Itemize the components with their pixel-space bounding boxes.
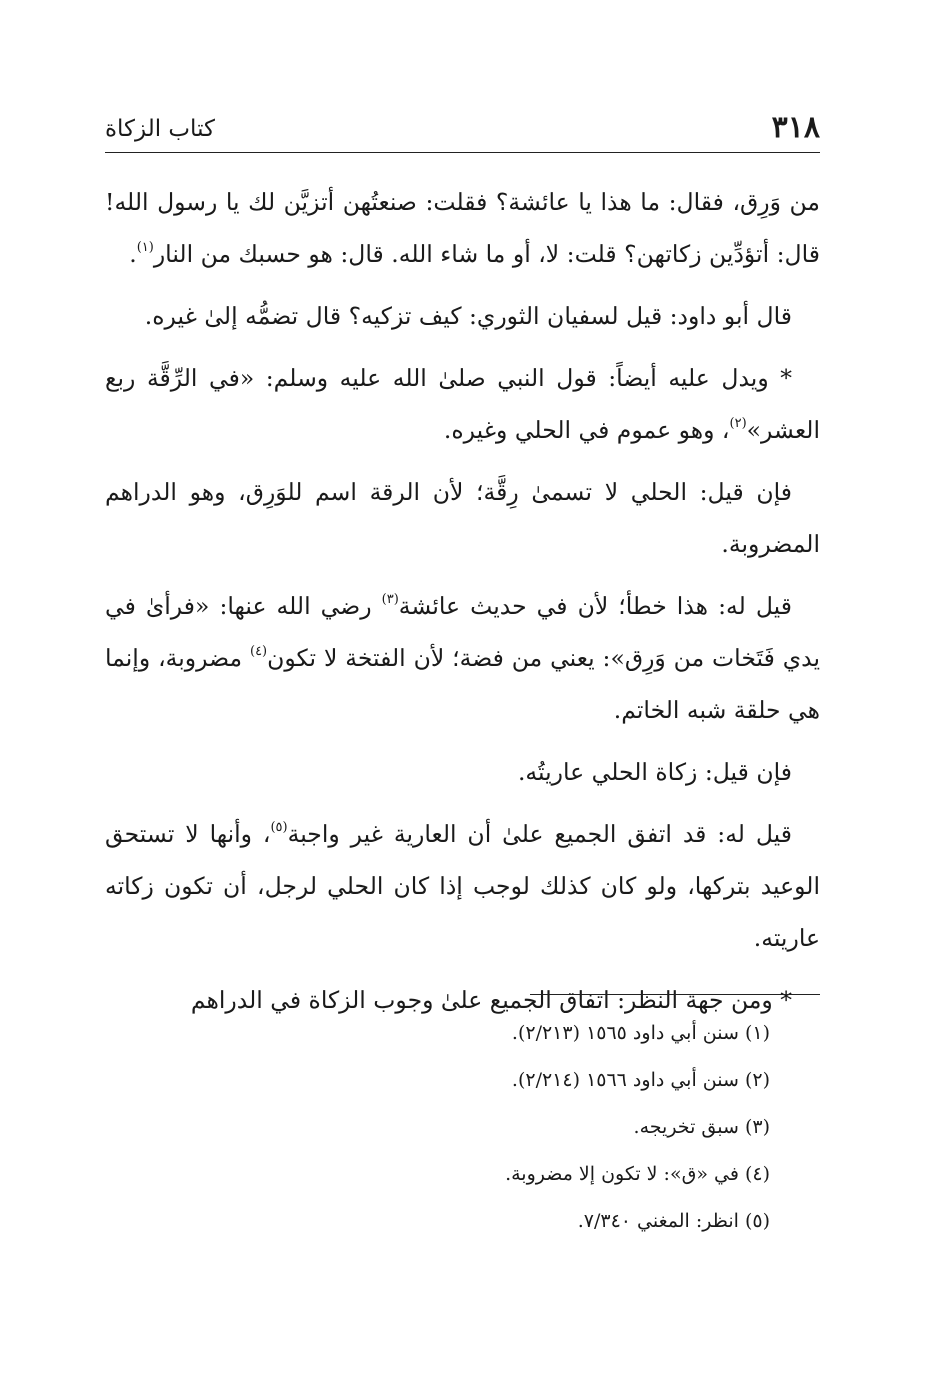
paragraph-text: فإن قيل: الحلي لا تسمىٰ رِقَّة؛ لأن الرقة اسم للوَرِق، وهو الدراهم المضروبة.: [105, 478, 820, 558]
running-title: كتاب الزكاة: [105, 116, 215, 142]
footnote-4: (٤) في «ق»: لا تكون إلا مضروبة.: [505, 1163, 770, 1185]
paragraph-text: قيل له: هذا خطأ؛ لأن في حديث عائشة: [398, 592, 792, 620]
paragraph-4: [105, 466, 820, 570]
paragraph-text: قال أبو داود: قيل لسفيان الثوري: كيف تزكيه؟ قال تضمُّه إلىٰ غيره.: [144, 302, 792, 330]
footnote-1: (١) سنن أبي داود ١٥٦٥ (٢/٢١٣).: [511, 1022, 770, 1044]
paragraph-tail: ، وهو عموم في الحلي وغيره.: [443, 416, 730, 444]
page-number: ٣١٨: [771, 110, 820, 145]
paragraph-tail: .: [129, 240, 137, 268]
paragraph-text: * ومن جهة النظر: اتفاق الجميع علىٰ وجوب الزكاة في الدراهم: [190, 986, 792, 1014]
footnote-ref-3: (٣): [381, 592, 399, 607]
footnote-5: (٥) انظر: المغني ٧/٣٤٠.: [577, 1210, 770, 1232]
paragraph-text: * ويدل عليه أيضاً: قول النبي صلىٰ الله عليه وسلم: «في الرِّقَّة ربع العشر»: [105, 364, 820, 444]
paragraph-2: [105, 290, 820, 342]
paragraph-text: من وَرِق، فقال: ما هذا يا عائشة؟ فقلت: صنعتُهن أتزيَّن لك يا رسول الله! قال: أتؤدِّين زكاتهن؟ قلت: لا، أو ما شاء الله. قال: هو حسبك من النار: [105, 188, 820, 268]
footnote-ref-1: (١): [136, 240, 154, 255]
footnote-ref-5: (٥): [270, 820, 288, 835]
footnotes: [105, 1010, 770, 1245]
paragraph-7: [105, 808, 820, 964]
footnote-ref-2: (٢): [729, 416, 747, 431]
paragraph-3: [105, 352, 820, 456]
paragraph-text: قيل له: قد اتفق الجميع علىٰ أن العارية غير واجبة: [287, 820, 792, 848]
paragraph-tail: رضي الله عنها: «فرأىٰ في يدي فَتَخات من وَرِق»: يعني من فضة؛ لأن الفتخة لا تكون: [105, 592, 820, 672]
footnote-divider: [530, 994, 820, 995]
paragraph-tail: ، وأنها لا تستحق الوعيد بتركها، ولو كان كذلك لوجب إذا كان الحلي لرجل، أن تكون زكاته عاريته.: [105, 820, 820, 952]
paragraph-text: فإن قيل: زكاة الحلي عاريتُه.: [517, 758, 792, 786]
paragraph-5: [105, 580, 820, 736]
paragraph-tail: مضروبة، وإنما هي حلقة شبه الخاتم.: [105, 644, 820, 724]
paragraph-1: [105, 176, 820, 280]
main-text: [105, 176, 820, 1036]
paragraph-6: [105, 746, 820, 798]
page-header: [105, 108, 820, 153]
footnote-3: (٣) سبق تخريجه.: [633, 1116, 770, 1138]
footnote-ref-4: (٤): [249, 644, 268, 659]
footnote-2: (٢) سنن أبي داود ١٥٦٦ (٢/٢١٤).: [511, 1069, 770, 1091]
